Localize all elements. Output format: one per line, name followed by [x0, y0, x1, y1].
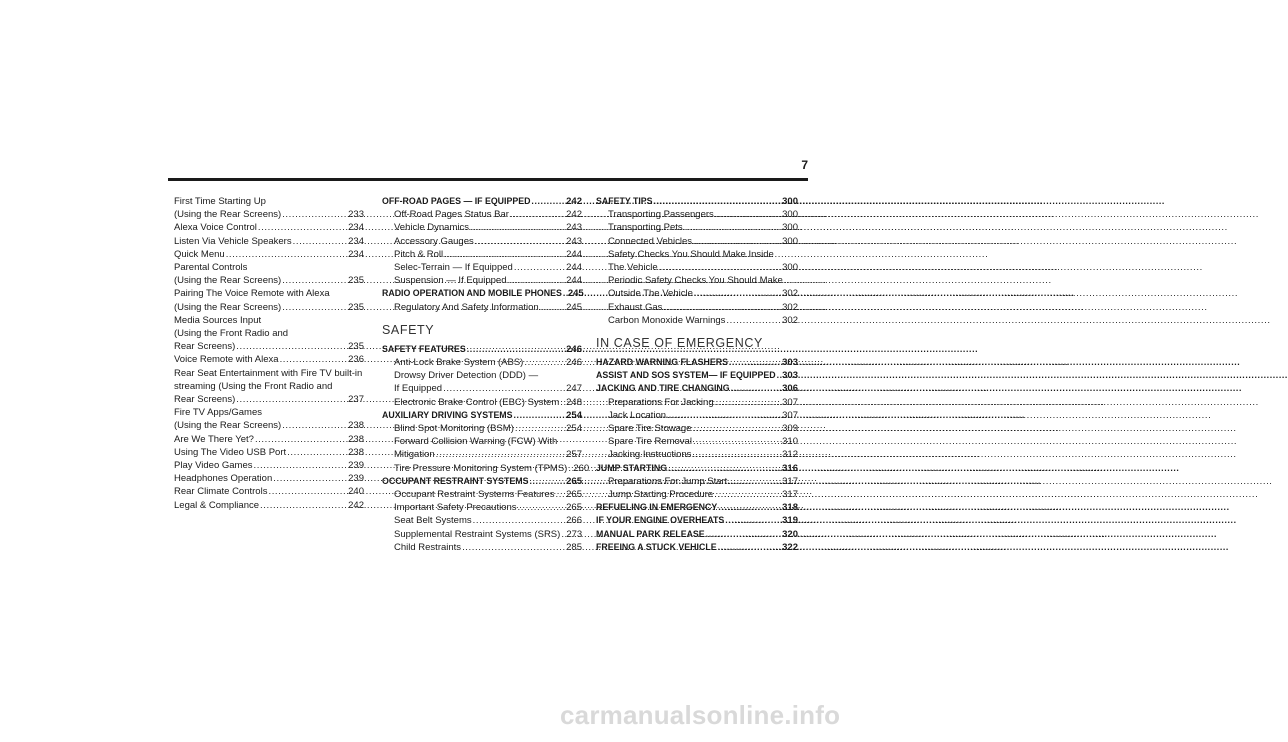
dot-leader [725, 514, 781, 527]
toc-text-line: (Using the Front Radio and [174, 328, 289, 340]
toc-entry-title: Quick Menu [174, 248, 225, 260]
toc-entry-page: 244 [566, 275, 582, 287]
toc-entry-page: 265 [566, 489, 582, 501]
toc-entry-page: 322 [782, 541, 798, 553]
toc-entry-title: Off-Road Pages Status Bar [394, 209, 509, 221]
toc-entry-title: HAZARD WARNING FLASHERS [596, 357, 728, 368]
toc-text-line: Periodic Safety Checks You Should Make [608, 275, 783, 287]
dot-leader [663, 301, 781, 314]
toc-entry[interactable] [596, 301, 798, 314]
toc-entry-title: (Using the Rear Screens) [174, 275, 282, 287]
toc-text-line: Rear Seat Entertainment with Fire TV built-in [174, 367, 363, 379]
toc-entry-title: Preparations For Jacking [608, 396, 714, 408]
toc-entry-page: 300 [782, 209, 798, 221]
toc-entry-title: Accessory Gauges [394, 235, 474, 247]
dot-leader [273, 472, 347, 485]
toc-entry[interactable] [382, 541, 582, 554]
toc-entry-title: Child Restraints [394, 541, 462, 553]
toc-entry[interactable] [596, 261, 798, 274]
toc-entry-page: 307 [782, 396, 798, 408]
toc-entry-page: 234 [348, 248, 364, 260]
toc-entry-title: OCCUPANT RESTRAINT SYSTEMS [382, 475, 529, 486]
toc-entry-page: 243 [566, 235, 582, 247]
dot-leader [715, 208, 781, 221]
toc-entry-title: Rear Screens) [174, 341, 236, 353]
toc-entry[interactable] [382, 356, 582, 369]
toc-entry-page: 235 [348, 341, 364, 353]
toc-entry[interactable] [174, 499, 364, 512]
toc-section-entry[interactable] [382, 409, 582, 422]
dot-leader [556, 488, 566, 501]
toc-entry-page: 265 [566, 475, 582, 487]
dot-leader [540, 301, 565, 314]
toc-entry-page: 244 [566, 248, 582, 260]
toc-entry[interactable] [596, 422, 798, 435]
toc-entry-page: 240 [348, 486, 364, 498]
toc-entry[interactable] [596, 448, 798, 461]
toc-section-entry[interactable] [596, 356, 798, 369]
toc-entry-title: (Using the Rear Screens) [174, 420, 282, 432]
toc-entry-title: Play Video Games [174, 460, 253, 472]
toc-section-entry[interactable] [382, 343, 582, 356]
dot-leader [560, 396, 565, 409]
toc-entry-title: Selec-Terrain — If Equipped [394, 262, 513, 274]
toc-entry[interactable] [174, 301, 364, 314]
dot-leader [287, 446, 347, 459]
toc-entry-title: Outside The Vehicle [608, 288, 693, 300]
dot-leader [684, 221, 782, 234]
toc-entry-title: The Vehicle [608, 262, 658, 274]
toc-entry-page: 248 [566, 396, 582, 408]
toc-entry[interactable] [596, 235, 798, 248]
toc-entry-page: 237 [348, 394, 364, 406]
toc-entry[interactable] [174, 340, 364, 353]
toc-entry-title: Jacking Instructions [608, 449, 692, 461]
header-rule [168, 178, 808, 181]
toc-entry[interactable] [174, 235, 364, 248]
toc-entry-title: Anti-Lock Brake System (ABS) [394, 357, 524, 369]
toc-entry-page: 265 [566, 502, 582, 514]
dot-leader [729, 356, 781, 369]
toc-entry-page: 238 [348, 433, 364, 445]
dot-leader [715, 396, 782, 409]
dot-leader [236, 340, 347, 353]
dot-leader [518, 501, 566, 514]
toc-entry[interactable] [382, 501, 582, 514]
toc-entry-title: IF YOUR ENGINE OVERHEATS [596, 515, 725, 526]
toc-entry-title: Important Safety Precautions [394, 502, 517, 514]
toc-entry-page: 266 [566, 515, 582, 527]
toc-text-line: Drowsy Driver Detection (DDD) — [394, 370, 539, 382]
dot-leader [692, 422, 781, 435]
dot-leader [282, 274, 347, 287]
toc-entry-title: Connected Vehicles [608, 235, 692, 247]
dot-leader [728, 475, 781, 488]
toc-entry[interactable] [174, 274, 364, 287]
toc-text-line: Fire TV Apps/Games [174, 407, 262, 419]
toc-entry[interactable] [382, 301, 582, 314]
toc-entry[interactable] [174, 446, 364, 459]
toc-entry-page: 245 [566, 301, 582, 313]
toc-text-line: Parental Controls [174, 262, 248, 274]
toc-entry[interactable] [382, 261, 582, 274]
toc-entry[interactable] [174, 353, 364, 366]
dot-leader [706, 528, 781, 541]
toc-entry-title: AUXILIARY DRIVING SYSTEMS [382, 409, 513, 420]
toc-entry-title: If Equipped [394, 383, 443, 395]
toc-entry-title: Carbon Monoxide Warnings [608, 314, 726, 326]
toc-entry-page: 300 [782, 262, 798, 274]
dot-leader [718, 501, 781, 514]
toc-entry-page: 302 [782, 314, 798, 326]
toc-entry-title: FREEING A STUCK VEHICLE [596, 541, 717, 552]
toc-entry-page: 254 [566, 409, 582, 421]
dot-leader [444, 248, 565, 261]
toc-entry[interactable] [596, 475, 798, 488]
toc-entry-page: 238 [348, 420, 364, 432]
dot-leader [514, 261, 565, 274]
toc-entry-page: 306 [782, 383, 798, 395]
toc-entry-page: 303 [782, 357, 798, 369]
dot-leader [236, 393, 347, 406]
dot-leader [515, 422, 565, 435]
toc-entry-title: Supplemental Restraint Systems (SRS) [394, 528, 561, 540]
toc-text-line: Forward Collision Warning (FCW) With [394, 436, 558, 448]
toc-entry-title: JACKING AND TIRE CHANGING [596, 383, 730, 394]
toc-entry-title: Headphones Operation [174, 473, 273, 485]
toc-column-2 [382, 195, 590, 554]
toc-entry-page: 307 [782, 409, 798, 421]
toc-entry[interactable] [174, 208, 364, 221]
toc-entry-title: Occupant Restraint Systems Features [394, 489, 555, 501]
toc-entry-page: 300 [782, 222, 798, 234]
toc-entry-title: Legal & Compliance [174, 499, 260, 511]
toc-entry-page: 320 [782, 528, 798, 540]
toc-entry-page: 244 [566, 262, 582, 274]
toc-entry-title: Regulatory And Safety Information [394, 301, 539, 313]
toc-section-entry[interactable] [382, 287, 582, 300]
dot-leader [436, 448, 565, 461]
dot-leader [714, 488, 781, 501]
toc-entry-title: Exhaust Gas [608, 301, 663, 313]
dot-leader [293, 235, 348, 248]
dot-leader [282, 301, 347, 314]
toc-entry-page: 247 [566, 383, 582, 395]
toc-entry-page: 300 [782, 196, 798, 207]
toc-entry-page: 235 [348, 275, 364, 287]
toc-entry[interactable] [596, 208, 798, 221]
toc-entry-page: 318 [782, 502, 798, 514]
toc-entry[interactable] [596, 396, 798, 409]
toc-entry[interactable] [596, 488, 798, 501]
toc-entry[interactable] [596, 221, 798, 234]
toc-entry-page: 236 [348, 354, 364, 366]
dot-leader [531, 195, 565, 208]
toc-entry-title: Alexa Voice Control [174, 222, 257, 234]
dot-leader [475, 235, 565, 248]
toc-section-entry[interactable] [382, 475, 582, 488]
toc-text-line: streaming (Using the Front Radio and [174, 380, 333, 392]
toc-entry-page: 233 [348, 209, 364, 221]
toc-entry[interactable] [382, 514, 582, 527]
toc-entry-title: Spare Tire Removal [608, 436, 692, 448]
toc-entry-title: Electronic Brake Control (EBC) System [394, 396, 560, 408]
toc-entry[interactable] [174, 248, 364, 261]
toc-entry-title: Preparations For Jump Start [608, 475, 728, 487]
toc-entry-title: SAFETY FEATURES [382, 343, 466, 354]
dot-leader [529, 475, 565, 488]
page-number: 7 [801, 158, 808, 172]
toc-entry-title: Rear Climate Controls [174, 486, 268, 498]
dot-leader [508, 274, 566, 287]
toc-entry-page: 316 [782, 462, 798, 474]
toc-section-entry[interactable] [596, 195, 798, 208]
toc-entry-page: 234 [348, 235, 364, 247]
toc-entry-title: SAFETY TIPS [596, 196, 653, 206]
dot-leader [568, 462, 572, 475]
toc-entry[interactable] [174, 419, 364, 432]
dot-leader [693, 435, 781, 448]
toc-entry-page: 245 [567, 288, 584, 300]
toc-column-1 [174, 195, 364, 512]
toc-entry-page: 242 [566, 209, 582, 221]
toc-entry[interactable] [174, 459, 364, 472]
toc-section-entry[interactable] [596, 541, 798, 554]
toc-entry[interactable] [382, 528, 582, 541]
toc-entry-title: Mitigation [394, 449, 435, 461]
toc-entry[interactable] [174, 472, 364, 485]
toc-entry-title: REFUELING IN EMERGENCY [596, 502, 718, 513]
dot-leader [467, 343, 565, 356]
toc-section-entry[interactable] [596, 462, 798, 475]
dot-leader [443, 382, 565, 395]
toc-entry[interactable] [382, 462, 590, 475]
dot-leader [726, 314, 781, 327]
dot-leader [254, 459, 348, 472]
toc-entry-title: Listen Via Vehicle Speakers [174, 235, 292, 247]
toc-entry[interactable] [596, 435, 798, 448]
dot-leader [667, 409, 781, 422]
toc-entry-page: 273 [566, 528, 583, 540]
toc-entry-page: 242 [348, 499, 364, 511]
toc-entry[interactable] [382, 396, 582, 409]
dot-leader [668, 462, 781, 475]
dot-leader [514, 409, 566, 422]
toc-text-line: First Time Starting Up [174, 196, 266, 207]
toc-entry-page: 238 [348, 446, 364, 458]
toc-entry-page: 303 [782, 370, 798, 382]
toc-entry-page: 300 [782, 235, 798, 247]
toc-entry[interactable] [382, 422, 582, 435]
toc-entry[interactable] [596, 409, 798, 422]
toc-entry-page: 239 [348, 473, 364, 485]
toc-entry-title: Pitch & Roll [394, 248, 444, 260]
dot-leader [282, 419, 347, 432]
dot-leader [282, 208, 347, 221]
toc-section-entry[interactable] [596, 528, 798, 541]
dot-leader [473, 514, 566, 527]
dot-leader [255, 433, 347, 446]
toc-entry-title: Jack Location [608, 409, 667, 421]
toc-entry-title: JUMP STARTING [596, 462, 668, 473]
toc-entry-title: Transporting Pets [608, 222, 683, 234]
toc-entry[interactable] [382, 208, 582, 221]
dot-leader [561, 528, 565, 541]
toc-text-line: Safety Checks You Should Make Inside [608, 248, 774, 260]
dot-leader [718, 541, 782, 554]
toc-entry-page: 302 [782, 288, 798, 300]
dot-leader [280, 353, 348, 366]
toc-entry[interactable] [174, 433, 364, 446]
toc-entry-page: 312 [782, 449, 798, 461]
toc-entry-page: 319 [782, 515, 798, 527]
toc-entry-title: MANUAL PARK RELEASE [596, 528, 705, 539]
dot-leader [692, 448, 781, 461]
dot-leader [693, 235, 781, 248]
toc-entry-title: Using The Video USB Port [174, 446, 287, 458]
dot-leader [226, 248, 347, 261]
toc-section-entry[interactable] [382, 195, 582, 208]
toc-entry-title: (Using the Rear Screens) [174, 301, 282, 313]
toc-entry-page: 302 [782, 301, 798, 313]
toc-entry-title: RADIO OPERATION AND MOBILE PHONES [382, 288, 562, 299]
toc-entry-title: Seat Belt Systems [394, 515, 472, 527]
toc-entry-page: 239 [348, 460, 364, 472]
toc-entry-title: ASSIST AND SOS SYSTEM— IF EQUIPPED [596, 370, 776, 381]
toc-entry-page: 234 [348, 222, 364, 234]
toc-text-line: Pairing The Voice Remote with Alexa [174, 288, 330, 300]
toc-entry[interactable] [382, 274, 582, 287]
dot-leader [524, 356, 565, 369]
toc-entry-page: 310 [782, 436, 798, 448]
toc-entry-page: 242 [566, 196, 582, 207]
toc-entry[interactable] [382, 235, 582, 248]
toc-entry[interactable] [174, 393, 364, 406]
dot-leader [777, 369, 782, 382]
toc-entry[interactable] [382, 248, 582, 261]
toc-section-entry[interactable] [596, 514, 798, 527]
toc-entry[interactable] [382, 448, 582, 461]
toc-entry[interactable] [596, 314, 798, 327]
toc-entry-title: Transporting Passengers [608, 209, 714, 221]
dot-leader [258, 221, 347, 234]
toc-entry[interactable] [174, 221, 364, 234]
dot-leader [731, 382, 782, 395]
toc-entry-page: 246 [566, 357, 582, 369]
watermark: carmanualsonline.info [560, 700, 841, 730]
dot-leader [510, 208, 565, 221]
toc-entry-title: (Using the Rear Screens) [174, 209, 282, 221]
toc-entry-page: 257 [566, 449, 582, 461]
toc-text-line: Media Sources Input [174, 314, 262, 326]
dot-leader [268, 485, 347, 498]
toc-entry[interactable] [596, 287, 798, 300]
toc-section-entry[interactable] [596, 382, 798, 395]
dot-leader [563, 287, 567, 300]
toc-entry-title: Blind Spot Monitoring (BSM) [394, 423, 514, 435]
toc-column-3 [596, 195, 798, 554]
dot-leader [260, 499, 347, 512]
toc-section-entry[interactable] [596, 369, 798, 382]
section-heading: SAFETY [382, 322, 435, 337]
toc-entry-title: Jump Starting Procedure [608, 489, 714, 501]
toc-entry-title: Suspension — If Equipped [394, 275, 507, 287]
toc-entry-title: Tire Pressure Monitoring System (TPMS) [394, 462, 568, 474]
toc-entry-page: 260 [573, 462, 590, 474]
dot-leader [659, 261, 781, 274]
toc-entry[interactable] [382, 221, 582, 234]
toc-entry-page: 246 [566, 343, 582, 355]
toc-entry-title: Voice Remote with Alexa [174, 354, 279, 366]
toc-entry-page: 317 [782, 489, 798, 501]
toc-entry-page: 317 [782, 475, 798, 487]
dot-leader [694, 287, 781, 300]
toc-entry-page: 243 [566, 222, 582, 234]
dot-leader [462, 541, 565, 554]
toc-entry[interactable] [382, 488, 582, 501]
toc-entry-title: Rear Screens) [174, 394, 236, 406]
toc-entry-title: Spare Tire Stowage [608, 423, 692, 435]
section-heading: IN CASE OF EMERGENCY [596, 336, 763, 351]
dot-leader [470, 221, 565, 234]
toc-entry-page: 309 [782, 423, 798, 435]
toc-entry-title: OFF-ROAD PAGES — IF EQUIPPED [382, 196, 531, 206]
toc-entry-title: Are We There Yet? [174, 433, 254, 445]
toc-entry-page: 235 [348, 301, 364, 313]
toc-entry[interactable] [174, 485, 364, 498]
toc-entry-page: 254 [566, 423, 582, 435]
dot-leader [654, 195, 782, 208]
toc-entry-page: 285 [566, 541, 582, 553]
toc-entry-title: Vehicle Dynamics [394, 222, 469, 234]
toc-entry[interactable] [382, 382, 582, 395]
toc-section-entry[interactable] [596, 501, 798, 514]
